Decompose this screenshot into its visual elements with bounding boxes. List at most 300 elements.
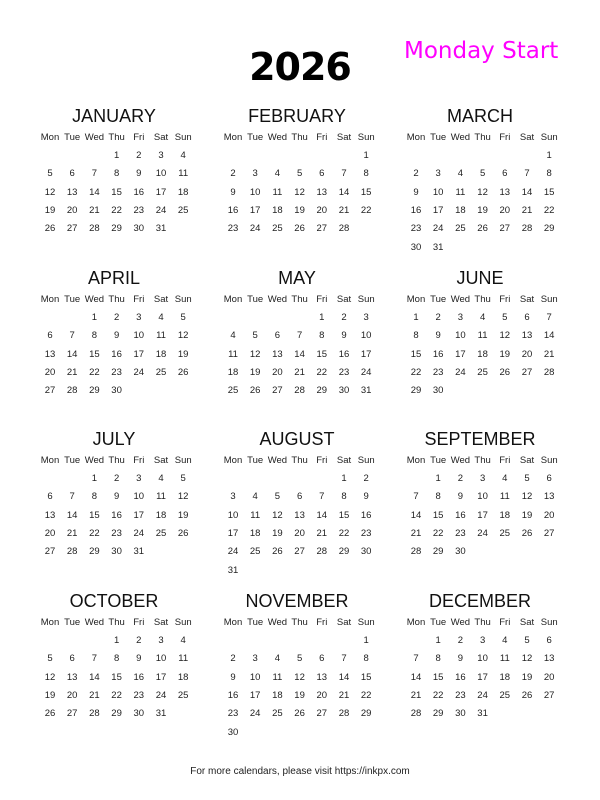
day-cell: 30 xyxy=(360,546,372,558)
day-cell: 29 xyxy=(543,223,555,235)
day-cell: 9 xyxy=(341,330,347,342)
day-cell: 2 xyxy=(230,168,236,180)
day-cell: 18 xyxy=(477,348,488,360)
day-cell: 28 xyxy=(410,708,422,720)
day-cell: 7 xyxy=(341,653,347,665)
day-cell: 19 xyxy=(521,509,533,521)
weekday-header: Sat xyxy=(519,617,535,628)
day-cell: 31 xyxy=(432,241,444,253)
weekday-header: Tue xyxy=(430,617,447,628)
week-start-label: Monday Start xyxy=(404,38,559,64)
day-cell: 28 xyxy=(66,385,78,397)
day-cell: 26 xyxy=(294,223,305,235)
day-cell: 12 xyxy=(272,509,283,521)
day-cell: 24 xyxy=(455,366,466,378)
day-cell: 19 xyxy=(521,671,533,683)
day-cell: 5 xyxy=(296,653,303,665)
weekday-header: Mon xyxy=(406,132,426,143)
day-cell: 5 xyxy=(524,473,530,484)
day-cell: 21 xyxy=(89,204,100,216)
day-cell: 30 xyxy=(227,726,239,738)
day-cell: 19 xyxy=(249,366,261,378)
day-cell: 10 xyxy=(133,330,145,342)
day-cell: 23 xyxy=(455,527,466,539)
weekday-header: Sat xyxy=(153,294,169,305)
day-cell: 26 xyxy=(521,689,533,701)
weekday-header: Mon xyxy=(406,617,426,628)
day-cell: 24 xyxy=(477,527,488,539)
day-cell: 7 xyxy=(91,168,98,180)
day-cell: 13 xyxy=(44,509,56,521)
day-cell: 30 xyxy=(455,708,466,720)
weekday-header: Thu xyxy=(474,132,491,143)
day-cell: 5 xyxy=(479,168,486,180)
day-cell: 12 xyxy=(44,186,56,198)
weekday-header: Fri xyxy=(499,132,511,143)
day-cell: 29 xyxy=(410,385,422,397)
day-cell: 3 xyxy=(435,168,441,180)
day-cell: 21 xyxy=(338,204,350,216)
day-cell: 21 xyxy=(410,689,422,701)
weekday-header: Sun xyxy=(174,455,192,466)
weekday-header: Thu xyxy=(291,132,308,143)
weekday-header: Fri xyxy=(499,455,511,466)
day-cell: 21 xyxy=(410,527,422,539)
weekday-header: Wed xyxy=(84,294,105,305)
day-cell: 31 xyxy=(227,564,239,576)
day-cell: 30 xyxy=(133,708,145,720)
weekday-header: Mon xyxy=(40,617,60,628)
day-cell: 29 xyxy=(111,223,122,235)
day-cell: 10 xyxy=(249,186,261,198)
day-cell: 12 xyxy=(294,671,305,683)
day-cell: 13 xyxy=(521,330,533,342)
day-cell: 25 xyxy=(272,223,283,235)
day-cell: 25 xyxy=(155,366,167,378)
day-cell: 27 xyxy=(294,546,305,558)
day-cell: 28 xyxy=(89,223,100,235)
day-cell: 13 xyxy=(66,186,78,198)
day-cell: 2 xyxy=(230,653,236,665)
day-cell: 19 xyxy=(272,527,283,539)
day-cell: 3 xyxy=(479,473,486,484)
day-cell: 8 xyxy=(91,330,98,342)
day-cell: 25 xyxy=(177,689,189,701)
day-cell: 14 xyxy=(89,186,100,198)
weekday-header: Thu xyxy=(108,617,125,628)
day-cell: 10 xyxy=(432,186,444,198)
day-cell: 10 xyxy=(155,168,167,180)
day-cell: 23 xyxy=(227,708,239,720)
day-cell: 1 xyxy=(363,150,369,161)
day-cell: 4 xyxy=(252,491,258,503)
day-cell: 19 xyxy=(44,689,56,701)
day-cell: 20 xyxy=(521,348,533,360)
day-cell: 8 xyxy=(435,491,441,503)
day-cell: 4 xyxy=(230,330,236,342)
day-cell: 11 xyxy=(178,653,189,665)
day-cell: 6 xyxy=(47,491,53,503)
day-cell: 20 xyxy=(66,689,78,701)
weekday-header: Sat xyxy=(519,294,535,305)
day-cell: 6 xyxy=(69,653,75,665)
day-cell: 8 xyxy=(113,653,120,665)
day-cell: 13 xyxy=(499,186,511,198)
weekday-header: Sat xyxy=(336,617,352,628)
day-cell: 1 xyxy=(113,150,120,161)
weekday-header: Wed xyxy=(84,455,105,466)
day-cell: 14 xyxy=(338,186,350,198)
day-cell: 13 xyxy=(543,491,555,503)
day-cell: 15 xyxy=(543,186,555,198)
day-cell: 23 xyxy=(360,527,372,539)
day-cell: 30 xyxy=(133,223,145,235)
day-cell: 23 xyxy=(111,366,122,378)
day-cell: 31 xyxy=(360,385,372,397)
day-cell: 3 xyxy=(479,635,486,646)
day-cell: 19 xyxy=(294,204,305,216)
day-cell: 25 xyxy=(272,708,283,720)
month-title: APRIL xyxy=(87,268,141,288)
day-cell: 19 xyxy=(177,348,189,360)
day-cell: 13 xyxy=(272,348,283,360)
day-cell: 18 xyxy=(227,366,239,378)
weekday-header: Mon xyxy=(223,455,243,466)
day-cell: 15 xyxy=(338,509,350,521)
day-cell: 15 xyxy=(89,509,100,521)
day-cell: 25 xyxy=(177,204,189,216)
day-cell: 24 xyxy=(155,689,167,701)
weekday-header: Tue xyxy=(430,455,447,466)
day-cell: 24 xyxy=(477,689,488,701)
day-cell: 26 xyxy=(294,708,305,720)
weekday-header: Wed xyxy=(267,455,288,466)
day-cell: 28 xyxy=(543,366,555,378)
weekday-header: Mon xyxy=(40,132,60,143)
day-cell: 27 xyxy=(316,223,328,235)
day-cell: 20 xyxy=(44,527,56,539)
day-cell: 11 xyxy=(272,671,283,683)
day-cell: 5 xyxy=(180,312,186,323)
weekday-header: Wed xyxy=(267,294,288,305)
day-cell: 1 xyxy=(91,312,98,323)
day-cell: 19 xyxy=(44,204,56,216)
day-cell: 29 xyxy=(89,546,100,558)
weekday-header: Fri xyxy=(499,617,511,628)
weekday-header: Fri xyxy=(316,617,328,628)
day-cell: 3 xyxy=(136,312,142,323)
weekday-header: Wed xyxy=(450,455,471,466)
day-cell: 25 xyxy=(477,366,488,378)
weekday-header: Mon xyxy=(223,617,243,628)
day-cell: 20 xyxy=(316,689,328,701)
weekday-header: Wed xyxy=(450,132,471,143)
day-cell: 4 xyxy=(274,168,281,180)
day-cell: 2 xyxy=(435,312,441,323)
day-cell: 30 xyxy=(410,241,422,253)
day-cell: 2 xyxy=(363,473,369,484)
day-cell: 23 xyxy=(338,366,350,378)
day-cell: 18 xyxy=(155,509,167,521)
weekday-header: Sat xyxy=(519,132,535,143)
day-cell: 15 xyxy=(360,671,372,683)
day-cell: 5 xyxy=(252,330,258,342)
day-cell: 17 xyxy=(227,527,239,539)
day-cell: 18 xyxy=(499,509,511,521)
day-cell: 5 xyxy=(296,168,303,180)
weekday-header: Thu xyxy=(291,617,308,628)
day-cell: 30 xyxy=(338,385,350,397)
weekday-header: Tue xyxy=(64,132,81,143)
day-cell: 3 xyxy=(230,491,236,503)
day-cell: 5 xyxy=(502,312,508,323)
day-cell: 9 xyxy=(363,491,369,503)
day-cell: 26 xyxy=(272,546,283,558)
day-cell: 21 xyxy=(316,527,328,539)
day-cell: 23 xyxy=(133,689,145,701)
day-cell: 6 xyxy=(319,653,325,665)
weekday-header: Sun xyxy=(540,132,558,143)
day-cell: 27 xyxy=(316,708,328,720)
day-cell: 11 xyxy=(178,168,189,180)
weekday-header: Sun xyxy=(540,455,558,466)
day-cell: 1 xyxy=(435,473,441,484)
day-cell: 29 xyxy=(432,546,444,558)
day-cell: 17 xyxy=(455,348,466,360)
day-cell: 11 xyxy=(455,186,466,198)
weekday-header: Sat xyxy=(153,132,169,143)
day-cell: 19 xyxy=(499,348,511,360)
day-cell: 8 xyxy=(341,491,347,503)
day-cell: 22 xyxy=(432,689,444,701)
day-cell: 18 xyxy=(155,348,167,360)
day-cell: 25 xyxy=(227,385,239,397)
day-cell: 8 xyxy=(113,168,120,180)
day-cell: 27 xyxy=(44,385,56,397)
weekday-header: Wed xyxy=(450,617,471,628)
day-cell: 27 xyxy=(66,223,78,235)
month-title: FEBRUARY xyxy=(248,106,346,126)
day-cell: 14 xyxy=(521,186,533,198)
day-cell: 27 xyxy=(272,385,283,397)
day-cell: 28 xyxy=(521,223,533,235)
day-cell: 26 xyxy=(249,385,261,397)
day-cell: 2 xyxy=(113,312,120,323)
day-cell: 10 xyxy=(227,509,239,521)
day-cell: 16 xyxy=(432,348,444,360)
day-cell: 16 xyxy=(111,509,122,521)
weekday-header: Mon xyxy=(406,294,426,305)
month-title: JULY xyxy=(92,429,136,449)
day-cell: 11 xyxy=(156,491,166,503)
day-cell: 24 xyxy=(227,546,239,558)
footer-note: For more calendars, please visit https://inkpx.com xyxy=(190,766,410,777)
day-cell: 5 xyxy=(47,653,53,665)
day-cell: 12 xyxy=(521,653,533,665)
day-cell: 28 xyxy=(410,546,422,558)
day-cell: 19 xyxy=(477,204,488,216)
day-cell: 19 xyxy=(177,509,189,521)
day-cell: 22 xyxy=(410,366,422,378)
weekday-header: Sun xyxy=(540,617,558,628)
day-cell: 30 xyxy=(111,385,122,397)
day-cell: 9 xyxy=(113,330,120,342)
weekday-header: Thu xyxy=(474,617,491,628)
day-cell: 14 xyxy=(410,671,422,683)
day-cell: 26 xyxy=(44,223,56,235)
day-cell: 23 xyxy=(455,689,466,701)
day-cell: 7 xyxy=(296,330,303,342)
day-cell: 18 xyxy=(177,186,189,198)
weekday-header: Sat xyxy=(519,455,535,466)
day-cell: 10 xyxy=(133,491,145,503)
weekday-header: Fri xyxy=(316,294,328,305)
day-cell: 4 xyxy=(180,635,186,646)
day-cell: 5 xyxy=(47,168,53,180)
day-cell: 21 xyxy=(338,689,350,701)
day-cell: 15 xyxy=(111,186,122,198)
weekday-header: Tue xyxy=(64,617,81,628)
day-cell: 11 xyxy=(272,186,283,198)
day-cell: 29 xyxy=(316,385,328,397)
day-cell: 14 xyxy=(66,509,78,521)
weekday-header: Thu xyxy=(474,455,491,466)
day-cell: 12 xyxy=(177,330,189,342)
day-cell: 12 xyxy=(44,671,56,683)
day-cell: 25 xyxy=(455,223,466,235)
day-cell: 31 xyxy=(155,708,167,720)
day-cell: 3 xyxy=(363,312,369,323)
day-cell: 6 xyxy=(296,491,303,503)
weekday-header: Thu xyxy=(291,294,308,305)
day-cell: 7 xyxy=(69,330,75,342)
day-cell: 17 xyxy=(155,186,167,198)
day-cell: 28 xyxy=(338,223,350,235)
day-cell: 22 xyxy=(89,527,100,539)
day-cell: 12 xyxy=(249,348,261,360)
weekday-header: Mon xyxy=(40,455,60,466)
month-title: MAY xyxy=(278,268,316,288)
weekday-header: Fri xyxy=(133,132,145,143)
day-cell: 11 xyxy=(228,348,238,360)
day-cell: 16 xyxy=(410,204,422,216)
day-cell: 7 xyxy=(413,653,419,665)
weekday-header: Wed xyxy=(84,617,105,628)
day-cell: 6 xyxy=(502,168,508,180)
day-cell: 24 xyxy=(133,527,145,539)
month-title: OCTOBER xyxy=(69,591,159,611)
weekday-header: Tue xyxy=(64,294,81,305)
day-cell: 16 xyxy=(227,689,239,701)
day-cell: 2 xyxy=(457,635,464,646)
day-cell: 9 xyxy=(136,653,142,665)
day-cell: 16 xyxy=(227,204,239,216)
day-cell: 8 xyxy=(319,330,325,342)
weekday-header: Tue xyxy=(247,617,264,628)
weekday-header: Thu xyxy=(108,294,125,305)
day-cell: 24 xyxy=(155,204,167,216)
day-cell: 11 xyxy=(477,330,488,342)
day-cell: 23 xyxy=(133,204,145,216)
day-cell: 3 xyxy=(136,473,142,484)
day-cell: 8 xyxy=(435,653,441,665)
day-cell: 11 xyxy=(499,653,510,665)
day-cell: 21 xyxy=(66,527,78,539)
day-cell: 18 xyxy=(455,204,466,216)
weekday-header: Tue xyxy=(430,294,447,305)
weekday-header: Sat xyxy=(153,617,169,628)
day-cell: 9 xyxy=(230,186,236,198)
day-cell: 28 xyxy=(338,708,350,720)
day-cell: 10 xyxy=(477,491,488,503)
day-cell: 7 xyxy=(91,653,98,665)
day-cell: 5 xyxy=(524,635,530,646)
day-cell: 26 xyxy=(521,527,533,539)
day-cell: 13 xyxy=(316,671,328,683)
day-cell: 20 xyxy=(44,366,56,378)
day-cell: 4 xyxy=(479,312,486,323)
day-cell: 14 xyxy=(89,671,100,683)
day-cell: 23 xyxy=(111,527,122,539)
day-cell: 9 xyxy=(230,671,236,683)
day-cell: 30 xyxy=(432,385,444,397)
day-cell: 20 xyxy=(543,509,555,521)
day-cell: 1 xyxy=(319,312,325,323)
weekday-header: Fri xyxy=(133,617,145,628)
day-cell: 2 xyxy=(457,473,464,484)
day-cell: 1 xyxy=(113,635,120,646)
day-cell: 12 xyxy=(177,491,189,503)
weekday-header: Tue xyxy=(247,132,264,143)
weekday-header: Sat xyxy=(336,294,352,305)
day-cell: 9 xyxy=(136,168,142,180)
day-cell: 17 xyxy=(249,689,261,701)
day-cell: 16 xyxy=(455,671,466,683)
day-cell: 16 xyxy=(338,348,350,360)
day-cell: 3 xyxy=(252,168,258,180)
day-cell: 3 xyxy=(158,150,164,161)
day-cell: 22 xyxy=(111,204,122,216)
weekday-header: Sun xyxy=(357,294,375,305)
weekday-header: Wed xyxy=(84,132,105,143)
day-cell: 22 xyxy=(111,689,122,701)
day-cell: 26 xyxy=(44,708,56,720)
day-cell: 1 xyxy=(91,473,98,484)
day-cell: 22 xyxy=(432,527,444,539)
day-cell: 10 xyxy=(155,653,167,665)
day-cell: 6 xyxy=(69,168,75,180)
day-cell: 21 xyxy=(294,366,305,378)
day-cell: 13 xyxy=(294,509,305,521)
day-cell: 25 xyxy=(155,527,167,539)
day-cell: 20 xyxy=(272,366,283,378)
day-cell: 15 xyxy=(316,348,328,360)
day-cell: 1 xyxy=(341,473,347,484)
day-cell: 31 xyxy=(155,223,167,235)
day-cell: 14 xyxy=(294,348,305,360)
day-cell: 3 xyxy=(158,635,164,646)
day-cell: 27 xyxy=(543,527,555,539)
day-cell: 7 xyxy=(524,168,530,180)
day-cell: 27 xyxy=(499,223,511,235)
day-cell: 28 xyxy=(316,546,328,558)
weekday-header: Sun xyxy=(540,294,558,305)
day-cell: 16 xyxy=(111,348,122,360)
day-cell: 11 xyxy=(250,509,261,521)
day-cell: 27 xyxy=(521,366,533,378)
day-cell: 29 xyxy=(360,708,372,720)
weekday-header: Wed xyxy=(267,617,288,628)
